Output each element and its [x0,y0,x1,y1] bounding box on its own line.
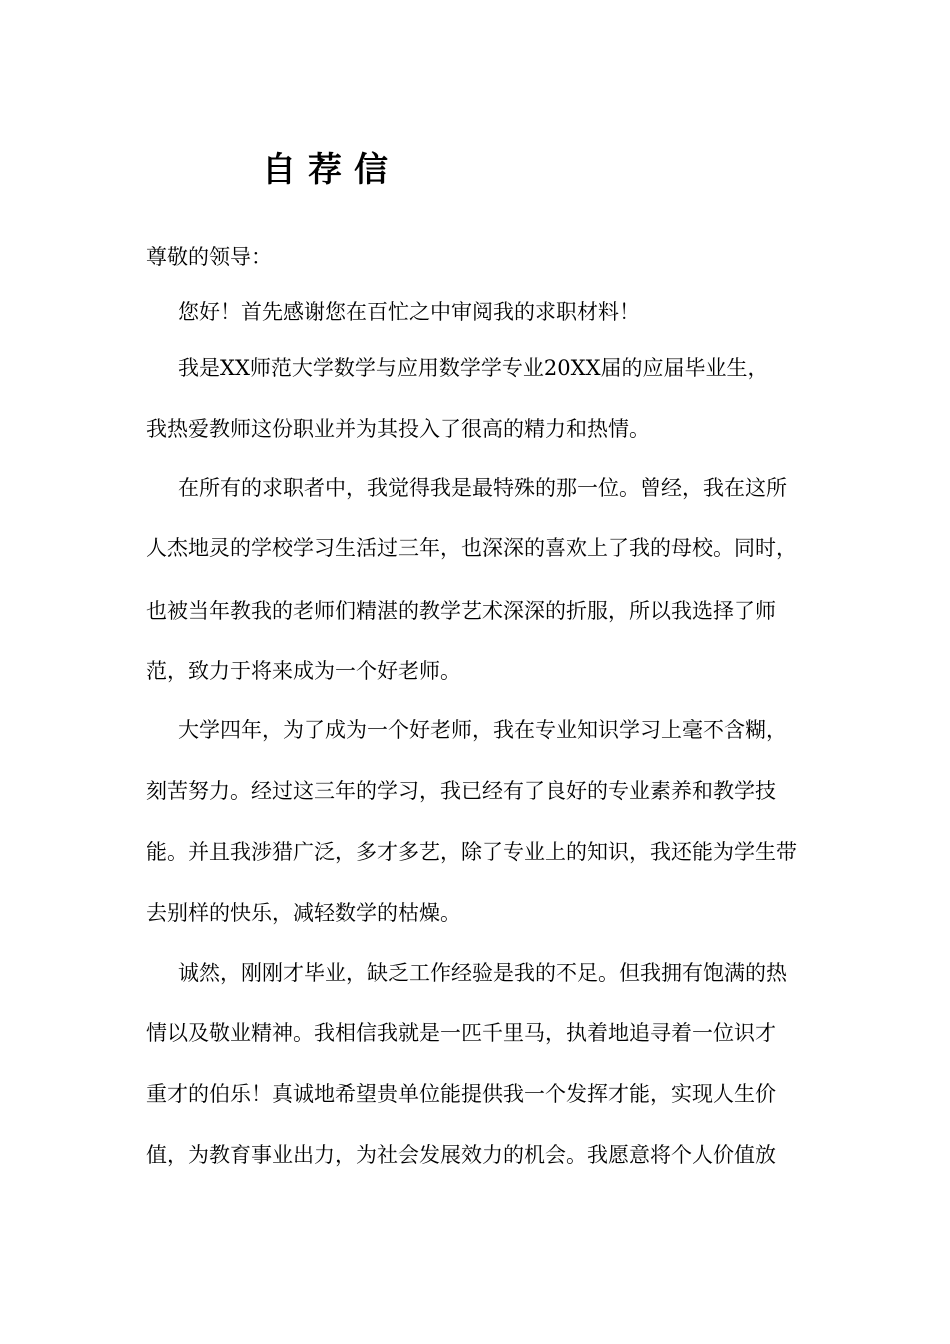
body-line: 值，为教育事业出力，为社会发展效力的机会。我愿意将个人价值放 [146,1143,776,1167]
body-line: 人杰地灵的学校学习生活过三年，也深深的喜欢上了我的母校。同时， [146,536,797,560]
body-line: 我是XX师范大学数学与应用数学学专业20XX届的应届毕业生， [178,356,769,380]
body-line: 在所有的求职者中，我觉得我是最特殊的那一位。曾经，我在这所 [178,476,787,500]
body-line: 去别样的快乐，减轻数学的枯燥。 [146,901,461,925]
salutation: 尊敬的领导： [146,245,272,269]
body-line: 刻苦努力。经过这三年的学习，我已经有了良好的专业素养和教学技 [146,779,776,803]
letter-title: 自荐信 [262,150,400,190]
body-line: 大学四年，为了成为一个好老师，我在专业知识学习上毫不含糊， [178,718,787,742]
body-line: 范，致力于将来成为一个好老师。 [146,659,461,683]
body-line: 诚然，刚刚才毕业，缺乏工作经验是我的不足。但我拥有饱满的热 [178,961,787,985]
body-line: 也被当年教我的老师们精湛的教学艺术深深的折服，所以我选择了师 [146,599,776,623]
body-line: 能。并且我涉猎广泛，多才多艺，除了专业上的知识，我还能为学生带 [146,840,797,864]
body-line: 重才的伯乐！真诚地希望贵单位能提供我一个发挥才能，实现人生价 [146,1082,776,1106]
body-line: 情以及敬业精神。我相信我就是一匹千里马，执着地追寻着一位识才 [146,1021,776,1045]
body-line: 您好！首先感谢您在百忙之中审阅我的求职材料！ [178,300,640,324]
body-line: 我热爱教师这份职业并为其投入了很高的精力和热情。 [146,417,650,441]
